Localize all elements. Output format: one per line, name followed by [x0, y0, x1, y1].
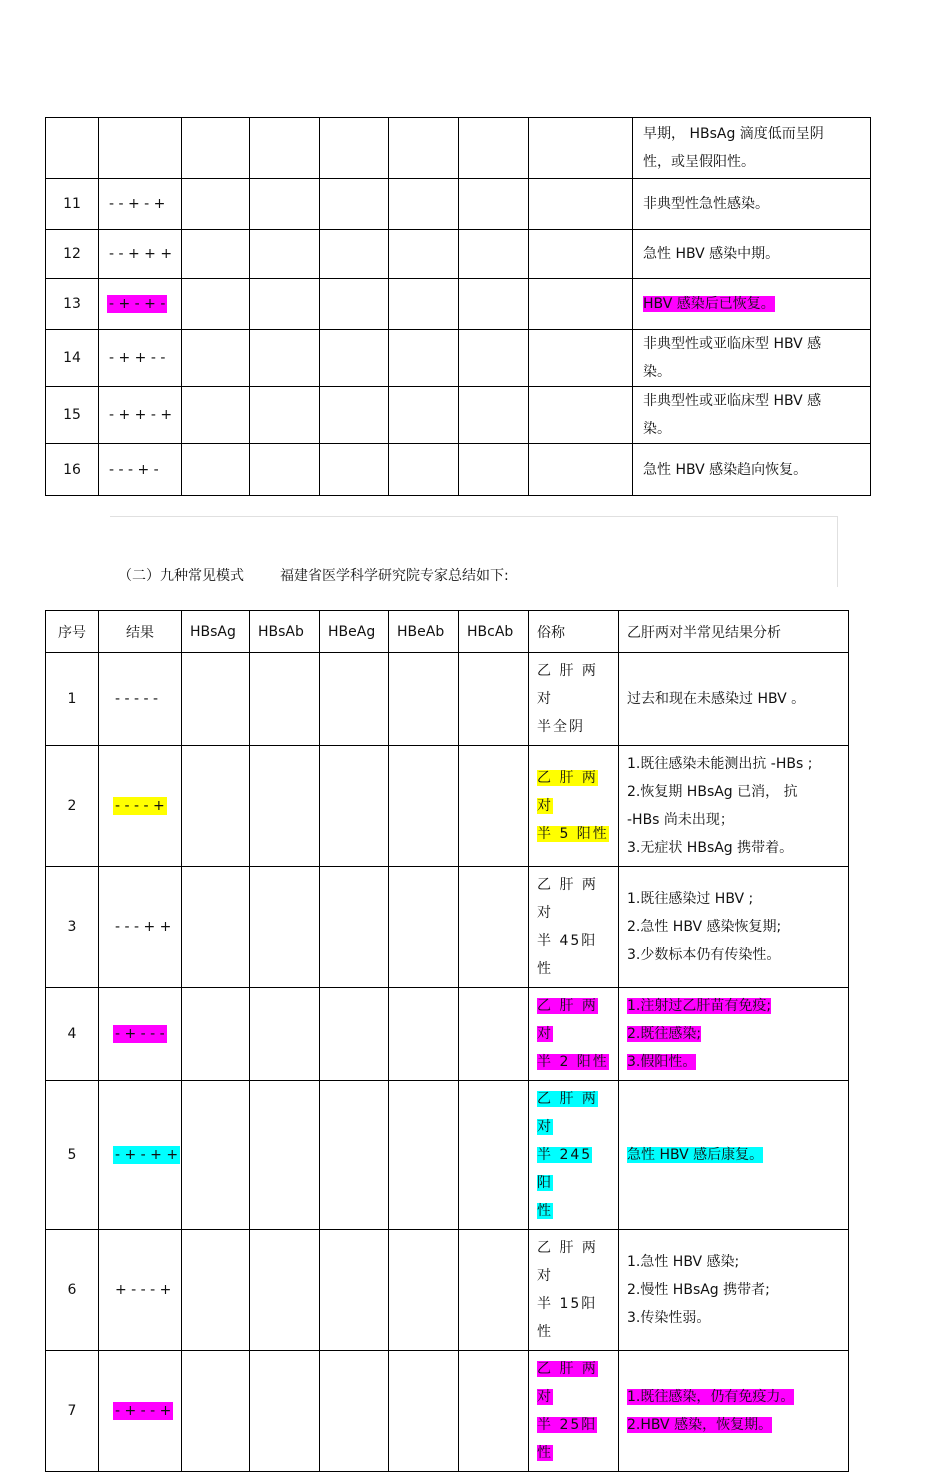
result-cell: [99, 1230, 182, 1351]
empty-cell: [320, 444, 389, 496]
result-pattern: - + - - +: [115, 1403, 172, 1419]
nickname-line: 半 2 阳性: [537, 1054, 609, 1070]
empty-cell: [320, 1230, 389, 1351]
empty-cell: [250, 279, 320, 330]
empty-cell: [250, 444, 320, 496]
analysis-cell: [619, 1351, 849, 1472]
analysis-cell: [633, 444, 871, 496]
section-caption: [118, 565, 509, 585]
analysis-line: 性，或呈假阳性。: [643, 154, 755, 170]
analysis-line: 非典型性急性感染。: [643, 196, 769, 212]
nickname-cell: [529, 653, 619, 746]
result-pattern: - + + - +: [109, 407, 173, 423]
empty-cell: [459, 387, 529, 444]
nickname-cell: [529, 1351, 619, 1472]
result-cell: [99, 279, 182, 330]
analysis-line: 1.急性 HBV 感染;: [627, 1254, 740, 1270]
nickname-line: 性: [537, 1203, 553, 1219]
result-cell: [99, 179, 182, 230]
empty-cell: [459, 1351, 529, 1472]
table-row: [46, 279, 871, 330]
table-row: [46, 1081, 849, 1230]
empty-cell: [459, 230, 529, 279]
row-number: 13: [46, 279, 99, 330]
empty-cell: [182, 1230, 250, 1351]
empty-cell: [320, 230, 389, 279]
empty-cell: [320, 653, 389, 746]
result-cell: [99, 653, 182, 746]
empty-cell: [250, 867, 320, 988]
analysis-line: 2.HBV 感染，恢复期。: [627, 1417, 773, 1433]
header-seq: 序号: [46, 611, 99, 653]
analysis-line: 2.急性 HBV 感染恢复期;: [627, 919, 782, 935]
analysis-line: 1.既往感染过 HBV ;: [627, 891, 754, 907]
analysis-line: 过去和现在未感染过 HBV 。: [627, 691, 806, 707]
result-pattern: - + - + -: [109, 296, 166, 312]
empty-cell: [459, 1081, 529, 1230]
analysis-line: 非典型性或亚临床型 HBV 感: [643, 393, 822, 409]
result-pattern: - - - - +: [115, 798, 165, 814]
nickname-line: 乙 肝 两 对: [537, 877, 598, 921]
table1-body: [46, 118, 871, 496]
empty-cell: [459, 988, 529, 1081]
empty-cell: [389, 230, 459, 279]
nickname-cell: [529, 1081, 619, 1230]
analysis-line: 3.假阳性。: [627, 1054, 697, 1070]
table-row: [46, 179, 871, 230]
analysis-line: 急性 HBV 感后康复。: [627, 1147, 764, 1163]
empty-cell: [529, 118, 633, 179]
row-number: 16: [46, 444, 99, 496]
table-row: [46, 1351, 849, 1472]
empty-cell: [182, 387, 250, 444]
analysis-cell: [619, 653, 849, 746]
empty-cell: [459, 444, 529, 496]
empty-cell: [459, 118, 529, 179]
table2-header-row: [46, 611, 849, 653]
empty-cell: [389, 387, 459, 444]
analysis-cell: [619, 988, 849, 1081]
nickname-line: 乙 肝 两 对: [537, 1361, 598, 1405]
empty-cell: [389, 746, 459, 867]
table-row: [46, 1230, 849, 1351]
result-pattern: [107, 139, 111, 157]
row-number: [46, 118, 99, 179]
empty-cell: [389, 1230, 459, 1351]
result-cell: [99, 1081, 182, 1230]
result-cell: [99, 867, 182, 988]
empty-cell: [182, 230, 250, 279]
empty-cell: [182, 179, 250, 230]
empty-cell: [389, 867, 459, 988]
analysis-cell: [633, 179, 871, 230]
analysis-cell: [633, 230, 871, 279]
empty-cell: [529, 387, 633, 444]
row-number: 4: [46, 988, 99, 1081]
empty-cell: [250, 118, 320, 179]
empty-cell: [320, 1081, 389, 1230]
empty-cell: [389, 1081, 459, 1230]
caption-source: 福建省医学科学研究院专家总结如下:: [280, 568, 509, 584]
analysis-line: HBV 感染后已恢复。: [643, 296, 775, 312]
empty-cell: [389, 988, 459, 1081]
empty-cell: [389, 330, 459, 387]
header-analysis: 乙肝两对半常见结果分析: [619, 611, 849, 653]
row-number: 15: [46, 387, 99, 444]
empty-cell: [529, 330, 633, 387]
empty-cell: [182, 746, 250, 867]
empty-cell: [182, 653, 250, 746]
row-number: 3: [46, 867, 99, 988]
analysis-line: 染。: [643, 421, 671, 437]
empty-cell: [459, 330, 529, 387]
empty-cell: [320, 1351, 389, 1472]
empty-cell: [389, 118, 459, 179]
empty-cell: [389, 179, 459, 230]
table-row: [46, 230, 871, 279]
analysis-cell: [619, 1230, 849, 1351]
empty-cell: [250, 746, 320, 867]
table-row: [46, 867, 849, 988]
analysis-line: 急性 HBV 感染中期。: [643, 246, 780, 262]
table-row: [46, 118, 871, 179]
result-pattern: - + + - -: [109, 350, 166, 366]
nickname-cell: [529, 867, 619, 988]
table-row: [46, 330, 871, 387]
analysis-line: 1.既往感染，仍有免疫力。: [627, 1389, 795, 1405]
row-number: 1: [46, 653, 99, 746]
table-row: [46, 387, 871, 444]
nickname-line: 乙 肝 两 对: [537, 663, 598, 707]
row-number: 12: [46, 230, 99, 279]
analysis-line: 3.无症状 HBsAg 携带着。: [627, 840, 794, 856]
empty-cell: [459, 179, 529, 230]
analysis-line: 染。: [643, 364, 671, 380]
row-number: 2: [46, 746, 99, 867]
analysis-line: 2.恢复期 HBsAg 已消， 抗: [627, 784, 798, 800]
empty-cell: [529, 444, 633, 496]
analysis-line: 急性 HBV 感染趋向恢复。: [643, 461, 808, 478]
analysis-cell: [619, 1081, 849, 1230]
row-number: 14: [46, 330, 99, 387]
result-cell: [99, 1351, 182, 1472]
empty-cell: [182, 867, 250, 988]
empty-cell: [250, 988, 320, 1081]
analysis-line: 1.既往感染未能测出抗 -HBs ;: [627, 756, 813, 772]
row-number: 7: [46, 1351, 99, 1472]
analysis-cell: [633, 118, 871, 179]
empty-cell: [250, 653, 320, 746]
empty-cell: [250, 230, 320, 279]
result-cell: [99, 387, 182, 444]
header-hbsab: HBsAb: [250, 611, 320, 653]
empty-cell: [320, 179, 389, 230]
empty-cell: [320, 988, 389, 1081]
nickname-cell: [529, 1230, 619, 1351]
result-pattern: - - + - +: [109, 196, 166, 212]
nickname-cell: [529, 988, 619, 1081]
empty-cell: [320, 279, 389, 330]
row-number: 6: [46, 1230, 99, 1351]
nickname-line: 半 15阳性: [537, 1296, 598, 1340]
result-pattern: - - - + -: [109, 461, 159, 478]
nickname-line: 半 245 阳: [537, 1147, 593, 1191]
nickname-cell: [529, 746, 619, 867]
empty-cell: [459, 1230, 529, 1351]
empty-cell: [459, 653, 529, 746]
nickname-line: 乙 肝 两 对: [537, 1091, 598, 1135]
empty-cell: [529, 230, 633, 279]
result-cell: [99, 230, 182, 279]
empty-cell: [459, 867, 529, 988]
table-row: [46, 988, 849, 1081]
header-result: 结果: [99, 611, 182, 653]
empty-cell: [389, 279, 459, 330]
empty-cell: [250, 179, 320, 230]
nickname-line: 半 5 阳性: [537, 826, 609, 842]
analysis-cell: [633, 330, 871, 387]
table-row: [46, 444, 871, 496]
result-pattern: - + - - -: [115, 1026, 165, 1042]
nickname-line: 乙 肝 两 对: [537, 770, 598, 814]
nickname-line: 半 45阳性: [537, 933, 598, 977]
nickname-line: 半 25阳性: [537, 1417, 598, 1461]
row-number: 11: [46, 179, 99, 230]
result-pattern: - - - + +: [115, 919, 172, 935]
analysis-cell: [633, 279, 871, 330]
empty-cell: [250, 387, 320, 444]
analysis-line: -HBs 尚未出现；: [627, 812, 734, 828]
empty-cell: [459, 279, 529, 330]
result-cell: [99, 746, 182, 867]
common-patterns-table: [45, 610, 849, 1472]
header-hbcab: HBcAb: [459, 611, 529, 653]
empty-cell: [182, 444, 250, 496]
nickname-line: 乙 肝 两 对: [537, 1240, 598, 1284]
header-hbeag: HBeAg: [320, 611, 389, 653]
analysis-line: 2.既往感染;: [627, 1026, 702, 1042]
empty-cell: [182, 1351, 250, 1472]
empty-cell: [182, 988, 250, 1081]
empty-cell: [182, 1081, 250, 1230]
result-cell: [99, 444, 182, 496]
result-pattern: - + - + +: [115, 1147, 179, 1163]
analysis-line: 3.少数标本仍有传染性。: [627, 947, 781, 963]
result-pattern: + - - - +: [115, 1282, 172, 1298]
row-number: 5: [46, 1081, 99, 1230]
empty-cell: [459, 746, 529, 867]
empty-cell: [389, 1351, 459, 1472]
analysis-line: 2.慢性 HBsAg 携带者;: [627, 1282, 770, 1298]
analysis-line: 非典型性或亚临床型 HBV 感: [643, 336, 822, 352]
empty-cell: [182, 330, 250, 387]
empty-cell: [250, 1351, 320, 1472]
empty-cell: [389, 653, 459, 746]
analysis-cell: [619, 867, 849, 988]
empty-cell: [320, 118, 389, 179]
table2-body: [46, 653, 849, 1472]
empty-cell: [320, 330, 389, 387]
empty-cell: [529, 179, 633, 230]
result-cell: [99, 118, 182, 179]
empty-cell: [320, 387, 389, 444]
empty-cell: [320, 867, 389, 988]
caption-title: （二）九种常见模式: [118, 568, 244, 584]
empty-cell: [250, 1230, 320, 1351]
empty-cell: [389, 444, 459, 496]
table-row: [46, 653, 849, 746]
empty-cell: [182, 118, 250, 179]
analysis-cell: [619, 746, 849, 867]
result-pattern: - - + + +: [109, 246, 173, 262]
empty-cell: [320, 746, 389, 867]
analysis-line: 3.传染性弱。: [627, 1310, 711, 1326]
nickname-line: 乙 肝 两 对: [537, 998, 598, 1042]
empty-cell: [250, 330, 320, 387]
empty-cell: [182, 279, 250, 330]
analysis-line: 1.注射过乙肝苗有免疫;: [627, 998, 772, 1014]
header-hbeab: HBeAb: [389, 611, 459, 653]
header-hbsag: HBsAg: [182, 611, 250, 653]
result-cell: [99, 330, 182, 387]
results-table-continued: [45, 117, 871, 496]
result-cell: [99, 988, 182, 1081]
result-pattern: - - - - -: [115, 691, 159, 707]
header-nickname: 俗称: [529, 611, 619, 653]
empty-cell: [250, 1081, 320, 1230]
table-row: [46, 746, 849, 867]
analysis-cell: [633, 387, 871, 444]
analysis-line: 早期， HBsAg 滴度低而呈阴: [643, 126, 824, 142]
nickname-line: 半全阴: [537, 719, 585, 735]
empty-cell: [529, 279, 633, 330]
